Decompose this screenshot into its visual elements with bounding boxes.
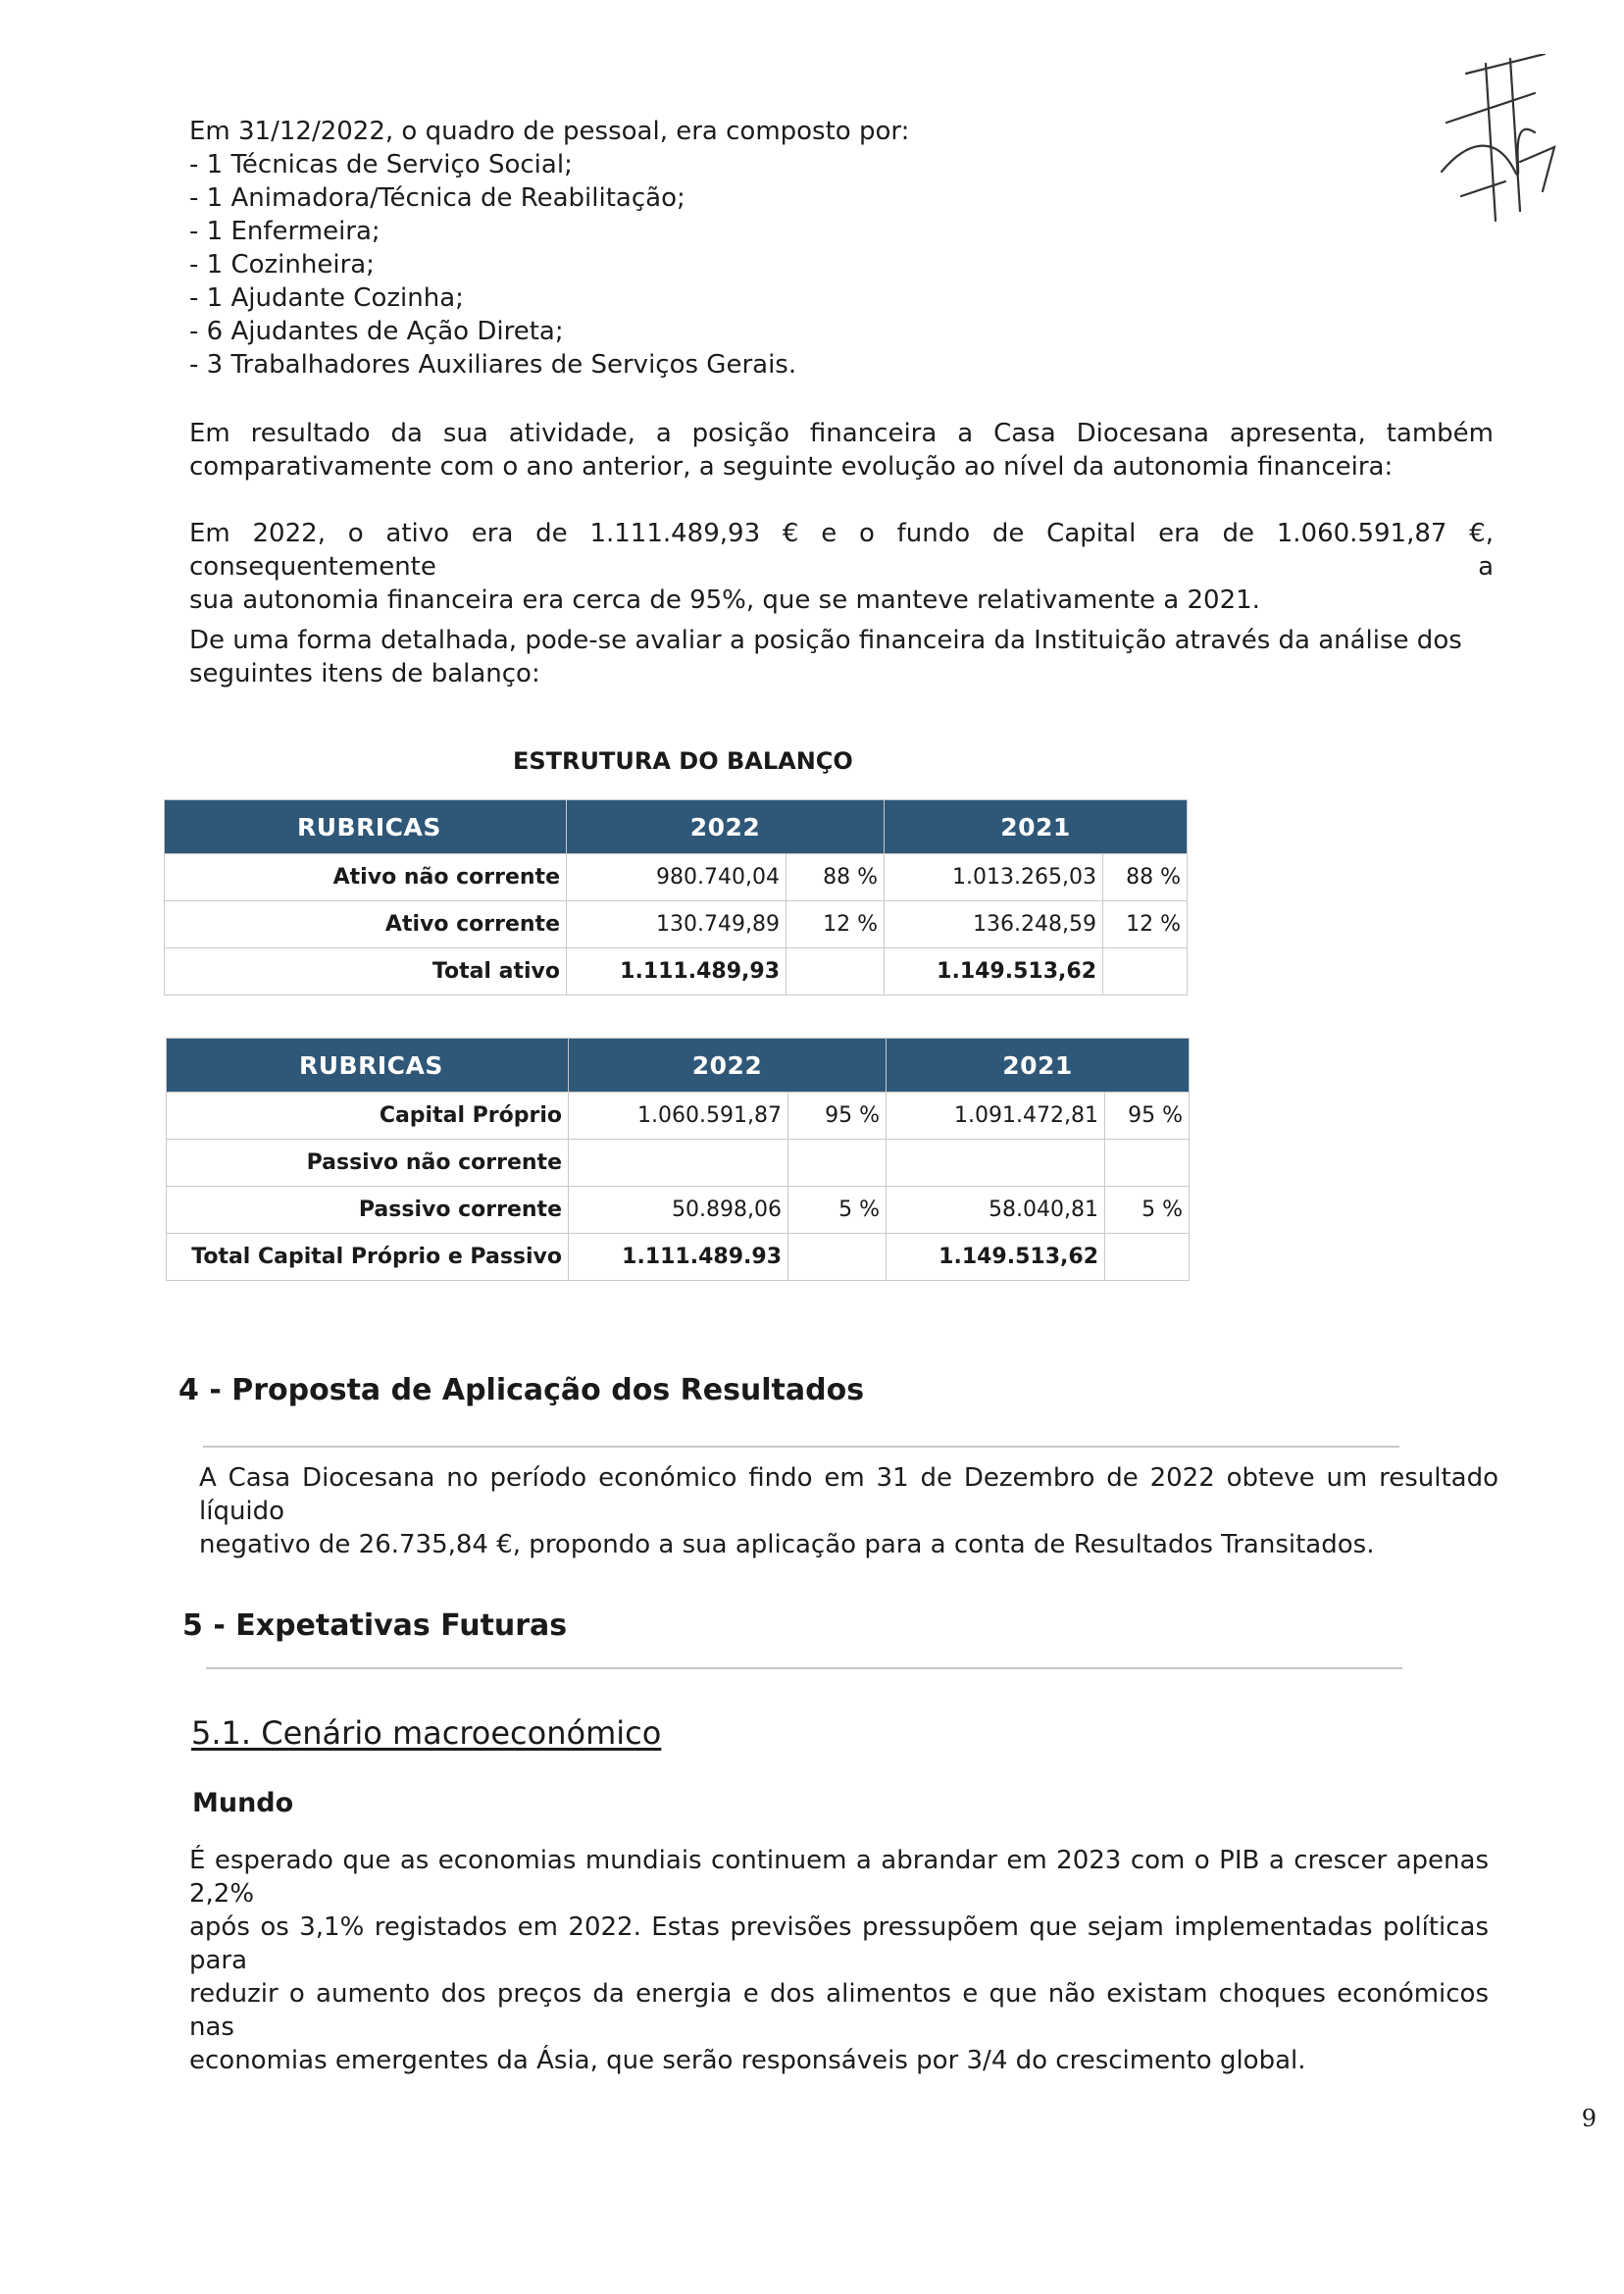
paragraph-line: comparativamente com o ano anterior, a seguinte evolução ao nível da autonomia financeira:	[189, 452, 1394, 482]
balance-intro-paragraph	[189, 624, 1494, 690]
value-2021: 1.013.265,03	[885, 854, 1103, 901]
section-divider	[203, 1446, 1399, 1448]
row-label: Total Capital Próprio e Passivo	[167, 1234, 569, 1281]
percent-2022	[787, 948, 885, 995]
paragraph-line: economias emergentes da Ásia, que serão responsáveis por 3/4 do crescimento global.	[189, 2046, 1306, 2075]
results-paragraph	[199, 1461, 1498, 1561]
table-header-row	[165, 800, 1188, 854]
world-outlook-paragraph	[189, 1844, 1489, 2077]
staff-item: - 1 Enfermeira;	[189, 217, 381, 246]
value-2021: 1.149.513,62	[885, 948, 1103, 995]
percent-2022: 12 %	[787, 901, 885, 948]
percent-2022: 88 %	[787, 854, 885, 901]
table-row	[167, 1234, 1190, 1281]
percent-2021	[1103, 948, 1188, 995]
paragraph-line: Em 2022, o ativo era de 1.111.489,93 € e o fundo de Capital era de 1.060.591,87 €, consequentemente a	[189, 519, 1494, 582]
table-row	[165, 948, 1188, 995]
staff-list	[189, 115, 1072, 382]
table-row	[165, 901, 1188, 948]
staff-item: - 1 Ajudante Cozinha;	[189, 283, 464, 313]
percent-2022: 5 %	[788, 1187, 887, 1234]
paragraph-line: após os 3,1% registados em 2022. Estas previsões pressupõem que sejam implementadas políticas para	[189, 1912, 1489, 1975]
header-year-2022: 2022	[567, 800, 885, 854]
paragraph-line: sua autonomia financeira era cerca de 95%, que se manteve relativamente a 2021.	[189, 586, 1260, 615]
percent-2022: 95 %	[788, 1093, 887, 1140]
percent-2022	[788, 1234, 887, 1281]
header-year-2021: 2021	[885, 800, 1188, 854]
value-2022: 1.060.591,87	[569, 1093, 788, 1140]
value-2021: 58.040,81	[887, 1187, 1105, 1234]
staff-item: - 1 Técnicas de Serviço Social;	[189, 150, 573, 179]
financial-position-paragraph	[189, 417, 1494, 484]
signature-mark	[1427, 54, 1559, 235]
paragraph-line: seguintes itens de balanço:	[189, 659, 540, 688]
header-year-2021: 2021	[887, 1039, 1190, 1093]
table-row	[167, 1187, 1190, 1234]
paragraph-line: Em resultado da sua atividade, a posição financeira a Casa Diocesana apresenta, também	[189, 419, 1494, 448]
percent-2021	[1105, 1140, 1190, 1187]
autonomy-paragraph	[189, 517, 1494, 617]
row-label: Total ativo	[165, 948, 567, 995]
subsection-heading: 5.1. Cenário macroeconómico	[191, 1714, 662, 1752]
staff-item: - 1 Cozinheira;	[189, 250, 375, 280]
paragraph-line: negativo de 26.735,84 €, propondo a sua aplicação para a conta de Resultados Transitados.	[199, 1530, 1375, 1559]
value-2021: 136.248,59	[885, 901, 1103, 948]
paragraph-line: É esperado que as economias mundiais continuem a abrandar em 2023 com o PIB a crescer apenas 2,2%	[189, 1846, 1489, 1909]
table-row	[167, 1093, 1190, 1140]
staff-item: - 1 Animadora/Técnica de Reabilitação;	[189, 183, 685, 213]
table-header-row	[167, 1039, 1190, 1093]
value-2022	[569, 1140, 788, 1187]
header-rubricas: RUBRICAS	[165, 800, 567, 854]
section-4-heading	[178, 1373, 864, 1407]
staff-intro: Em 31/12/2022, o quadro de pessoal, era composto por:	[189, 117, 910, 146]
percent-2022	[788, 1140, 887, 1187]
assets-table	[164, 799, 1188, 995]
header-year-2022: 2022	[569, 1039, 887, 1093]
section-5-heading	[182, 1608, 567, 1643]
table-row	[165, 854, 1188, 901]
percent-2021: 5 %	[1105, 1187, 1190, 1234]
section-title: Proposta de Aplicação dos Resultados	[231, 1373, 865, 1407]
section-number: 5 -	[182, 1608, 226, 1643]
paragraph-line: A Casa Diocesana no período económico findo em 31 de Dezembro de 2022 obteve um resultado líquido	[199, 1463, 1498, 1526]
section-title: Expetativas Futuras	[235, 1608, 568, 1643]
page-number: 9	[1581, 2105, 1597, 2132]
row-label: Passivo corrente	[167, 1187, 569, 1234]
paragraph-line: De uma forma detalhada, pode-se avaliar a posição financeira da Instituição através da análise dos	[189, 626, 1462, 655]
percent-2021	[1105, 1234, 1190, 1281]
header-rubricas: RUBRICAS	[167, 1039, 569, 1093]
value-2022: 1.111.489,93	[567, 948, 787, 995]
value-2021: 1.149.513,62	[887, 1234, 1105, 1281]
region-heading: Mundo	[192, 1788, 294, 1818]
value-2021: 1.091.472,81	[887, 1093, 1105, 1140]
section-divider	[206, 1667, 1402, 1669]
percent-2021: 88 %	[1103, 854, 1188, 901]
staff-item: - 6 Ajudantes de Ação Direta;	[189, 317, 564, 346]
value-2022: 1.111.489.93	[569, 1234, 788, 1281]
value-2022: 980.740,04	[567, 854, 787, 901]
percent-2021: 95 %	[1105, 1093, 1190, 1140]
paragraph-line: reduzir o aumento dos preços da energia e dos alimentos e que não existam choques económicos nas	[189, 1979, 1489, 2042]
staff-item: - 3 Trabalhadores Auxiliares de Serviços Gerais.	[189, 350, 797, 380]
percent-2021: 12 %	[1103, 901, 1188, 948]
row-label: Passivo não corrente	[167, 1140, 569, 1187]
section-number: 4 -	[178, 1373, 222, 1407]
row-label: Ativo não corrente	[165, 854, 567, 901]
value-2022: 50.898,06	[569, 1187, 788, 1234]
balance-structure-title: ESTRUTURA DO BALANÇO	[513, 747, 853, 775]
equity-liabilities-table	[166, 1038, 1190, 1281]
row-label: Ativo corrente	[165, 901, 567, 948]
row-label: Capital Próprio	[167, 1093, 569, 1140]
value-2021	[887, 1140, 1105, 1187]
table-row	[167, 1140, 1190, 1187]
value-2022: 130.749,89	[567, 901, 787, 948]
